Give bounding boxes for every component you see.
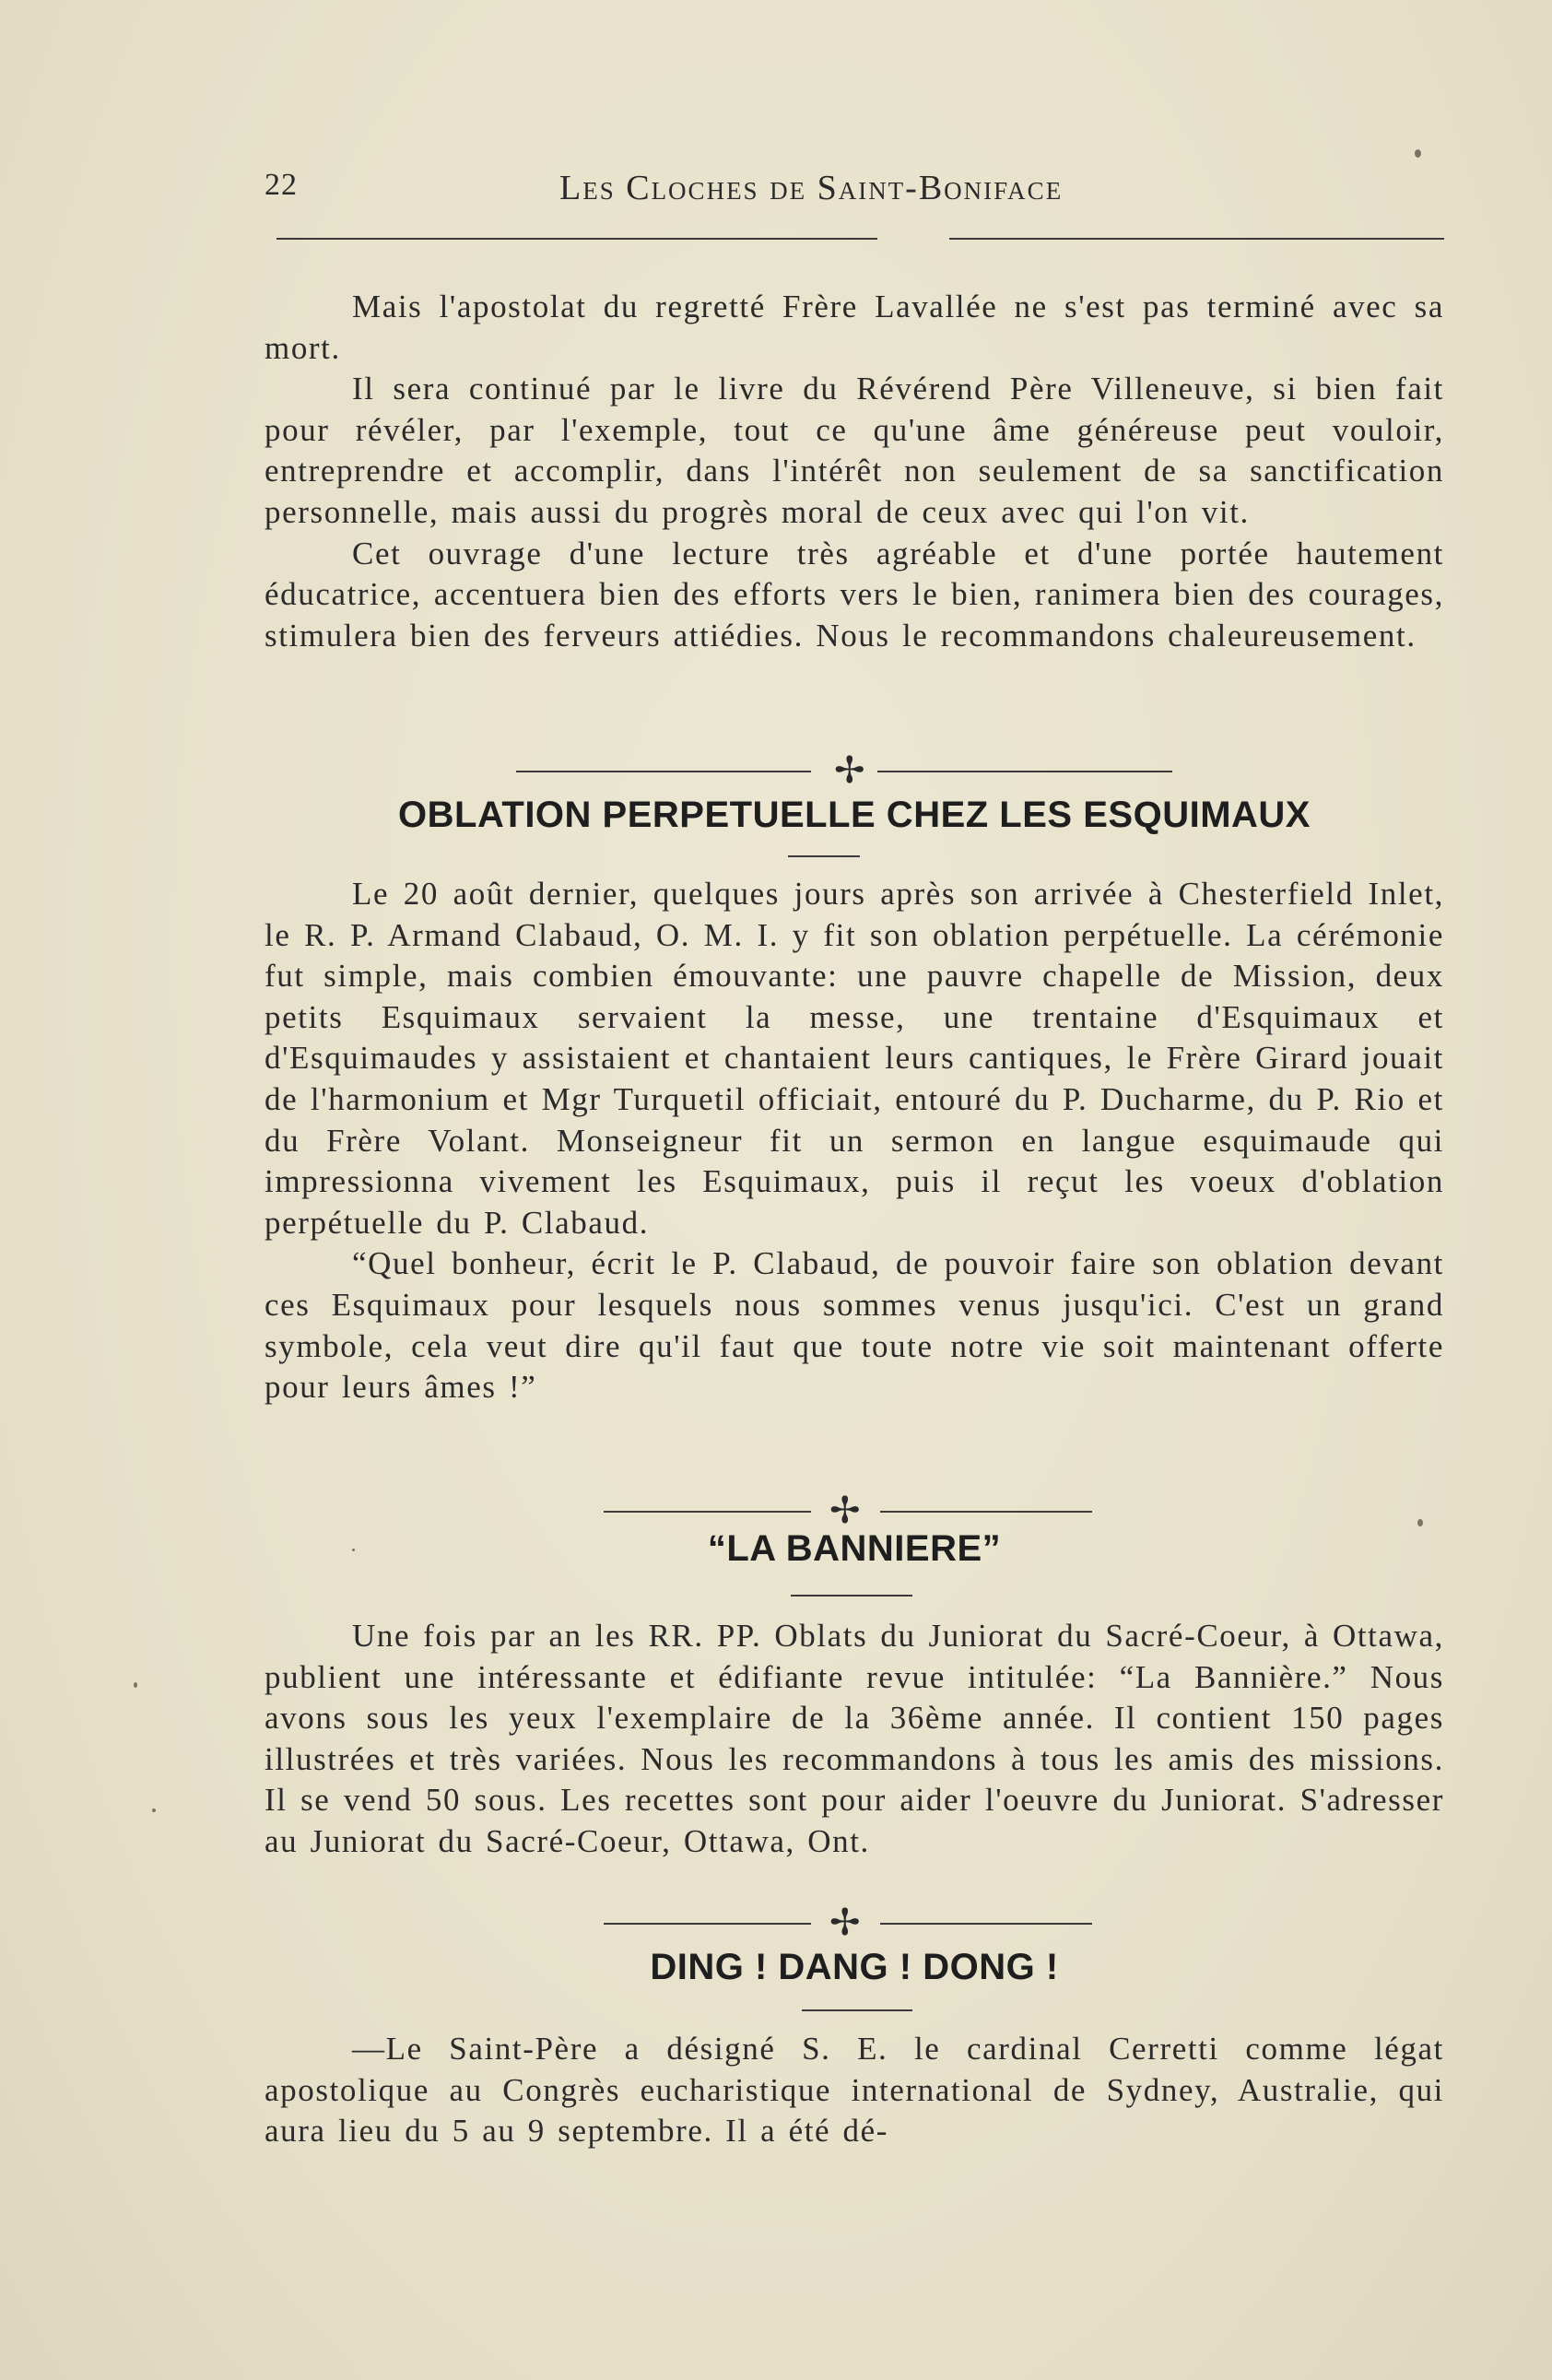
divider-line bbox=[604, 1923, 811, 1925]
page-number: 22 bbox=[265, 168, 298, 202]
article-news bbox=[265, 2029, 1444, 2152]
article-lavallee bbox=[265, 287, 1444, 656]
cross-ornament-icon: ✢ bbox=[829, 1902, 861, 1944]
paper-speck bbox=[152, 1809, 156, 1812]
paragraph: Le 20 août dernier, quelques jours après son arrivée à Chesterfield Inlet, le R. P. Armand Clabaud, O. M. I. y fit son oblation perpétuelle. La cérémonie fut simple, mais combien émouvante: une pauvre chapelle de Mission, deux petits Esquimaux servaient la messe, une trentaine d'Esquimaux et d'Esquimaudes y assistaient et chantaient leurs cantiques, le Frère Girard jouait de l'harmonium et Mgr Turquetil officiait, entouré du P. Ducharme, du P. Rio et du Frère Volant. Monseigneur fit un sermon en langue esquimaude qui impressionna vivement les Esquimaux, puis il reçut les voeux d'oblation perpétuelle du P. Clabaud. bbox=[265, 876, 1444, 1241]
heading-underline bbox=[791, 1595, 912, 1596]
heading-underline bbox=[802, 2009, 912, 2011]
paragraph: Il sera continué par le livre du Révérend Père Villeneuve, si bien fait pour révéler, par l'exemple, tout ce qu'une âme généreuse peut vouloir, entreprendre et accomplir, dans l'intérêt non seulement de sa sanctification personnelle, mais aussi du progrès moral de ceux avec qui l'on vit. bbox=[265, 371, 1444, 530]
running-title: Les Cloches de Saint-Boniface bbox=[559, 169, 1064, 207]
paper-speck bbox=[1415, 149, 1421, 158]
divider-line bbox=[604, 1511, 811, 1513]
section-divider bbox=[516, 749, 1198, 792]
article-oblation bbox=[265, 874, 1444, 1408]
section-divider bbox=[604, 1902, 1101, 1944]
paper-speck bbox=[1417, 1519, 1423, 1526]
paragraph: Une fois par an les RR. PP. Oblats du Juniorat du Sacré-Coeur, à Ottawa, publient une intéressante et édifiante revue intitulée: “La Bannière.” Nous avons sous les yeux l'exemplaire de la 36ème année. Il contient 150 pages illustrées et très variées. Nous les recommandons à tous les amis des missions. Il se vend 50 sous. Les recettes sont pour aider l'oeuvre du Juniorat. S'adresser au Juniorat du Sacré-Coeur, Ottawa, Ont. bbox=[265, 1618, 1444, 1859]
article-banniere bbox=[265, 1616, 1444, 1863]
paper-speck bbox=[352, 1549, 355, 1551]
paragraph: —Le Saint-Père a désigné S. E. le cardinal Cerretti comme légat apostolique au Congrès eucharistique international de Sydney, Australie, qui aura lieu du 5 au 9 septembre. Il a été dé- bbox=[265, 2031, 1444, 2150]
paper-speck bbox=[134, 1682, 137, 1688]
header-rule-left bbox=[276, 238, 877, 240]
divider-line bbox=[880, 1923, 1092, 1925]
page-header bbox=[265, 168, 1444, 214]
divider-line bbox=[877, 771, 1172, 772]
divider-line bbox=[880, 1511, 1092, 1513]
divider-line bbox=[516, 771, 811, 772]
cross-ornament-icon: ✢ bbox=[829, 1490, 861, 1532]
paragraph: Mais l'apostolat du regretté Frère Lavallée ne s'est pas terminé avec sa mort. bbox=[265, 289, 1444, 366]
section-heading-oblation: OBLATION PERPETUELLE CHEZ LES ESQUIMAUX bbox=[398, 795, 1311, 835]
header-rule-right bbox=[949, 238, 1444, 240]
section-heading-banniere: “LA BANNIERE” bbox=[707, 1528, 1002, 1569]
paragraph: Cet ouvrage d'une lecture très agréable et d'une portée hautement éducatrice, accentuera bien des efforts vers le bien, ranimera bien des courages, stimulera bien des ferveurs attiédies. Nous le recommandons chaleureusement. bbox=[265, 535, 1444, 654]
heading-underline bbox=[788, 855, 860, 857]
section-divider bbox=[604, 1490, 1101, 1532]
section-heading-ding-dang-dong: DING ! DANG ! DONG ! bbox=[650, 1947, 1059, 1987]
paragraph: “Quel bonheur, écrit le P. Clabaud, de pouvoir faire son oblation devant ces Esquimaux pour lesquels nous sommes venus jusqu'ici. C'est un grand symbole, cela veut dire qu'il faut que toute notre vie soit maintenant offerte pour leurs âmes !” bbox=[265, 1245, 1444, 1406]
cross-ornament-icon: ✢ bbox=[834, 749, 865, 792]
